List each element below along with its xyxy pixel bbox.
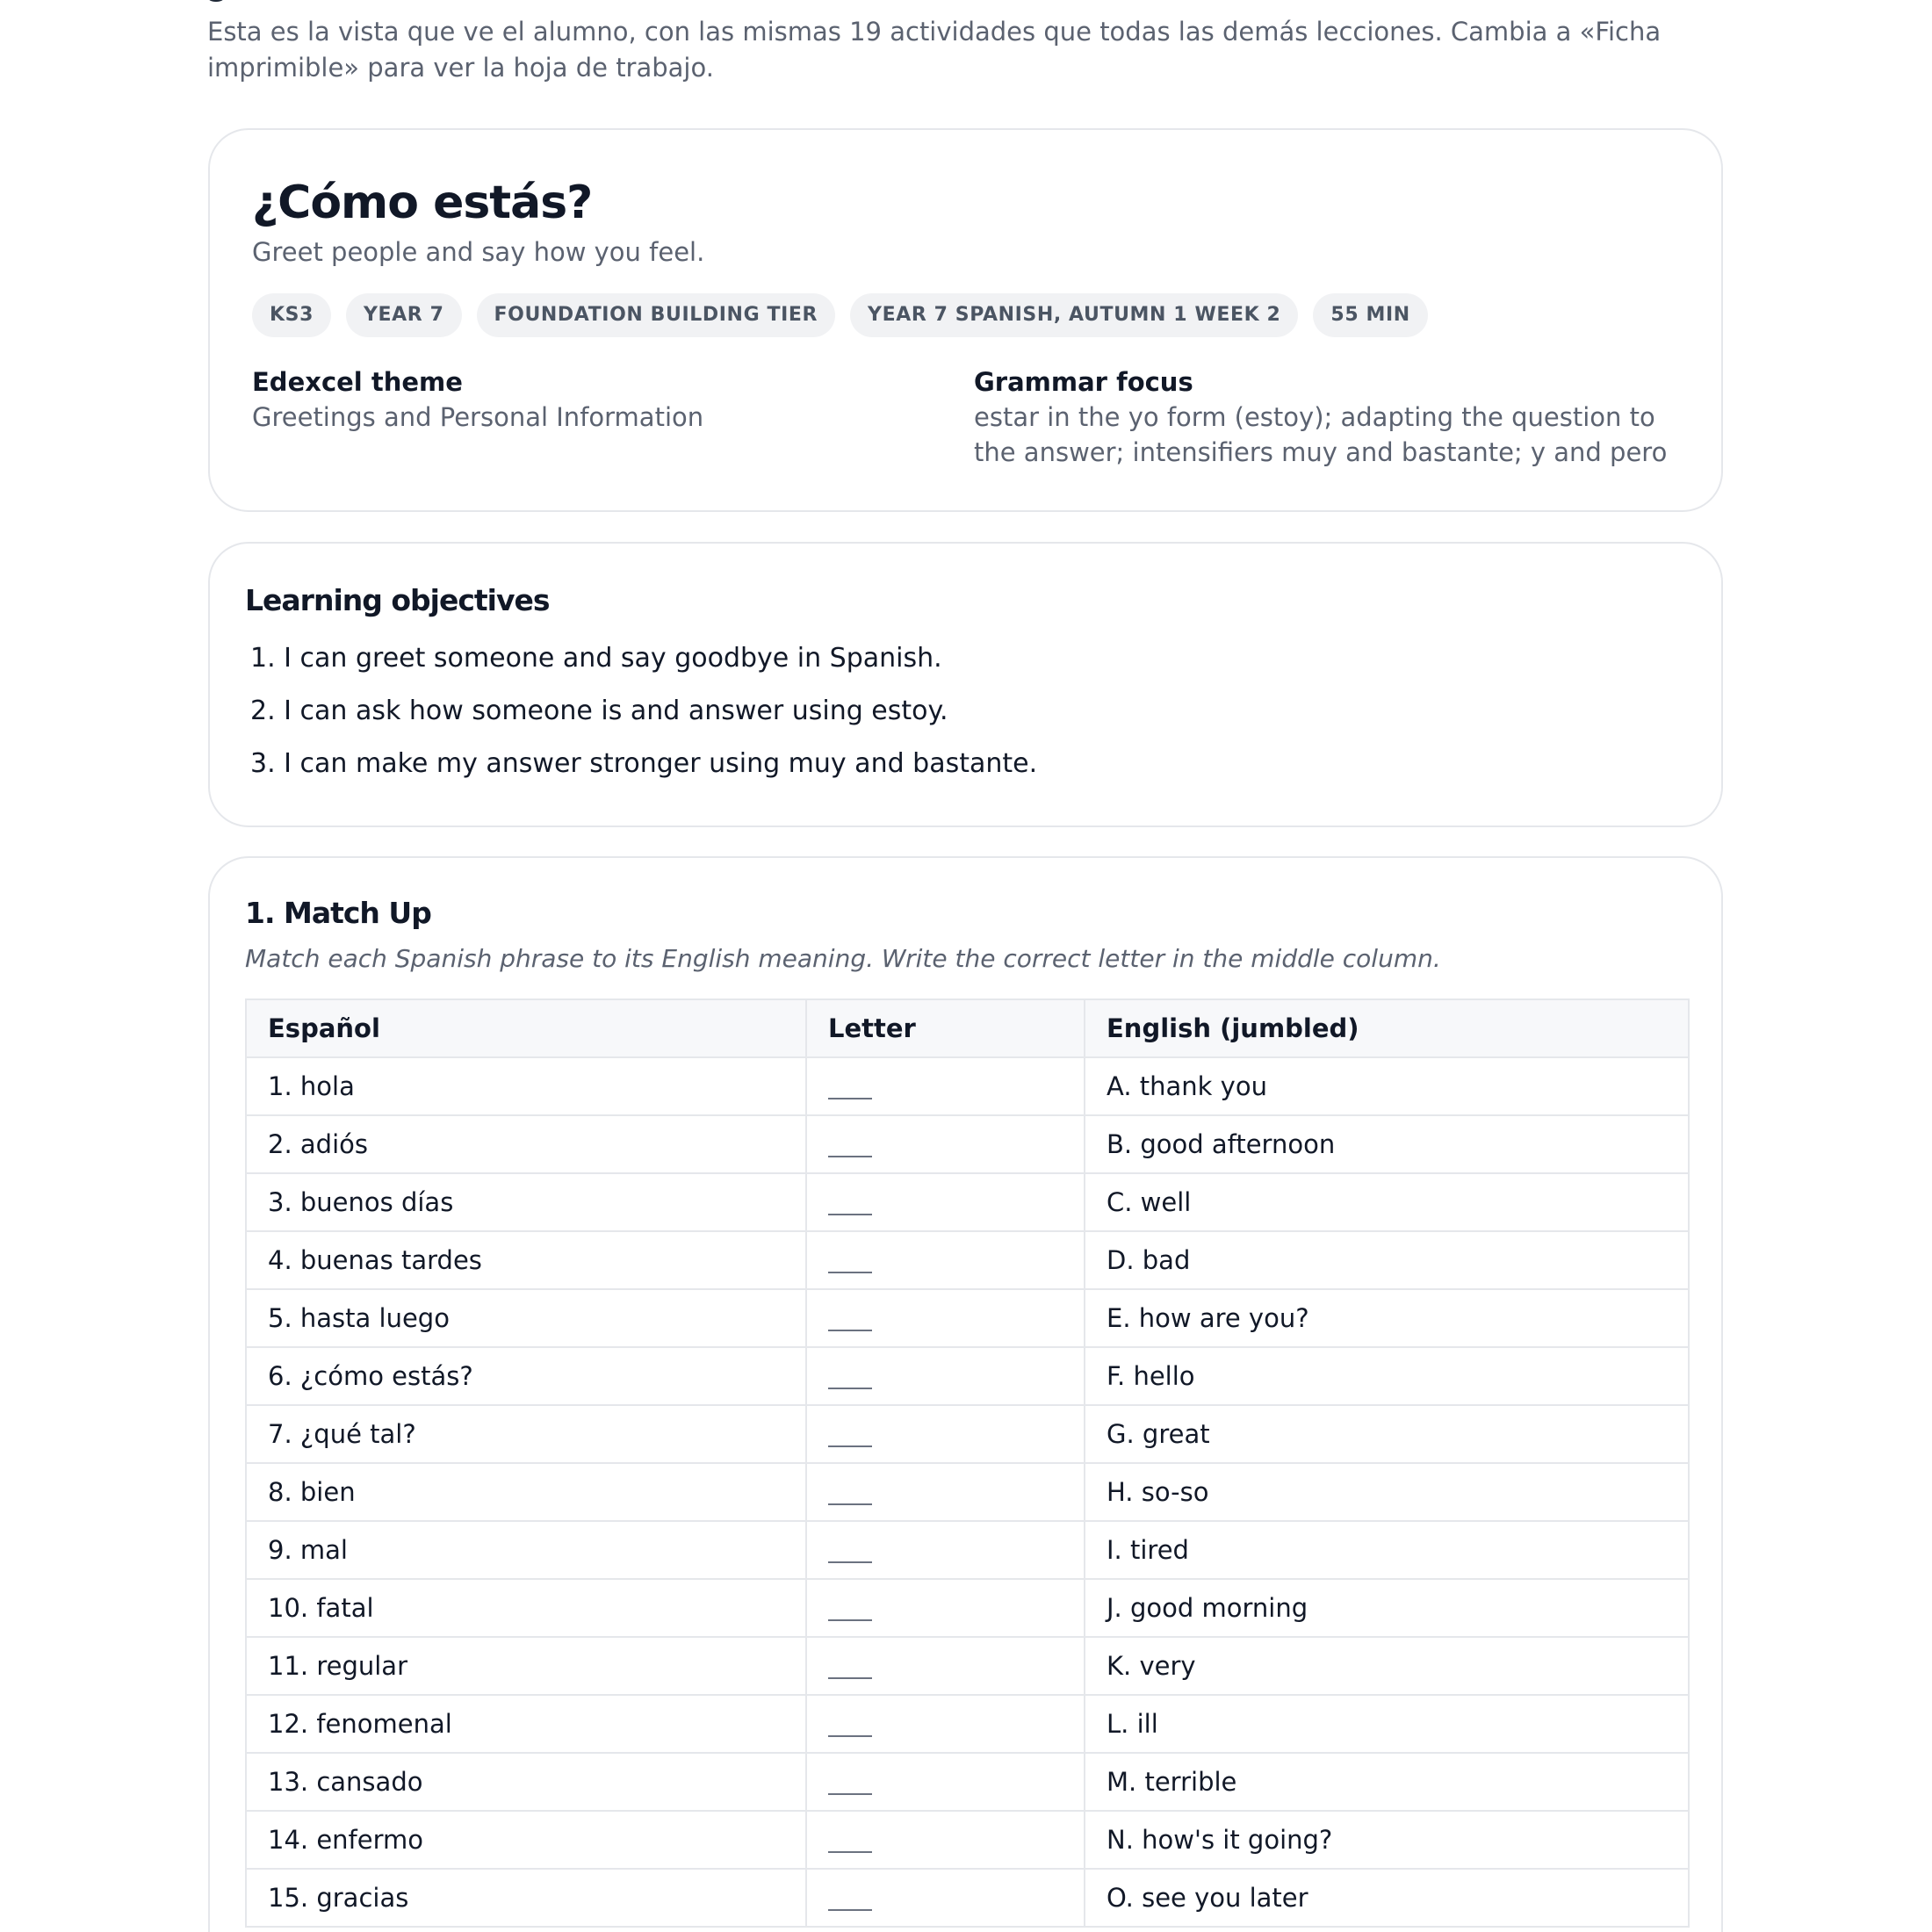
answer-blank[interactable] [828,1663,872,1679]
tag-year: YEAR 7 [346,293,462,337]
answer-blank[interactable] [828,1779,872,1795]
letter-answer-cell[interactable] [806,1869,1085,1927]
match-up-title: 1. Match Up [245,896,431,930]
letter-answer-cell[interactable] [806,1405,1085,1463]
letter-answer-cell[interactable] [806,1811,1085,1869]
letter-answer-cell[interactable] [806,1057,1085,1115]
tag-duration: 55 MIN [1313,293,1427,337]
grammar-focus [974,364,1685,470]
table-row [246,1869,1689,1927]
answer-blank[interactable] [828,1605,872,1621]
english-meaning: N. how's it going? [1085,1811,1689,1869]
table-header-row [246,999,1689,1057]
answer-blank[interactable] [828,1258,872,1273]
letter-answer-cell[interactable] [806,1579,1085,1637]
spanish-phrase: 12. fenomenal [246,1695,806,1753]
header-letter: Letter [806,999,1085,1057]
english-meaning: M. terrible [1085,1753,1689,1811]
table-row [246,1811,1689,1869]
edexcel-theme-label: Edexcel theme [252,367,463,397]
letter-answer-cell[interactable] [806,1289,1085,1347]
spanish-phrase: 11. regular [246,1637,806,1695]
table-row [246,1057,1689,1115]
english-meaning: D. bad [1085,1231,1689,1289]
table-row [246,1463,1689,1521]
answer-blank[interactable] [828,1895,872,1911]
lesson-subtitle: Greet people and say how you feel. [252,237,705,267]
english-meaning: C. well [1085,1173,1689,1231]
spanish-phrase: 5. hasta luego [246,1289,806,1347]
answer-blank[interactable] [828,1316,872,1331]
letter-answer-cell[interactable] [806,1173,1085,1231]
spanish-phrase: 8. bien [246,1463,806,1521]
table-row [246,1231,1689,1289]
tag-tier: FOUNDATION BUILDING TIER [477,293,836,337]
table-row [246,1579,1689,1637]
answer-blank[interactable] [828,1431,872,1447]
table-row [246,1637,1689,1695]
spanish-phrase: 6. ¿cómo estás? [246,1347,806,1405]
table-row [246,1347,1689,1405]
tag-key-stage: KS3 [252,293,331,337]
grammar-focus-label: Grammar focus [974,367,1193,397]
answer-blank[interactable] [828,1489,872,1505]
spanish-phrase: 2. adiós [246,1115,806,1173]
letter-answer-cell[interactable] [806,1347,1085,1405]
answer-blank[interactable] [828,1200,872,1215]
table-row [246,1521,1689,1579]
table-row [246,1405,1689,1463]
match-up-rows [246,1057,1689,1927]
spanish-phrase: 14. enfermo [246,1811,806,1869]
header-english: English (jumbled) [1085,999,1689,1057]
letter-answer-cell[interactable] [806,1115,1085,1173]
english-meaning: I. tired [1085,1521,1689,1579]
english-meaning: H. so-so [1085,1463,1689,1521]
lesson-tags [252,293,1428,337]
learning-objectives-list [250,641,1037,799]
answer-blank[interactable] [828,1084,872,1099]
english-meaning: B. good afternoon [1085,1115,1689,1173]
objective-item: 2. I can ask how someone is and answer using estoy. [250,696,948,726]
spanish-phrase: 1. hola [246,1057,806,1115]
edexcel-theme-value: Greetings and Personal Information [252,402,704,432]
grammar-focus-value: estar in the yo form (estoy); adapting the question to the answer; intensifiers muy and bastante; y and pero [974,402,1668,467]
lesson-title: ¿Cómo estás? [252,177,593,229]
english-meaning: O. see you later [1085,1869,1689,1927]
spanish-phrase: 10. fatal [246,1579,806,1637]
answer-blank[interactable] [828,1142,872,1157]
lesson-header-card [208,128,1723,512]
english-meaning: L. ill [1085,1695,1689,1753]
answer-blank[interactable] [828,1837,872,1853]
spanish-phrase: 15. gracias [246,1869,806,1927]
english-meaning: E. how are you? [1085,1289,1689,1347]
tag-unit: YEAR 7 SPANISH, AUTUMN 1 WEEK 2 [850,293,1298,337]
spanish-phrase: 13. cansado [246,1753,806,1811]
table-row [246,1695,1689,1753]
objective-item: 3. I can make my answer stronger using muy and bastante. [250,748,1038,779]
answer-blank[interactable] [828,1721,872,1737]
answer-blank[interactable] [828,1373,872,1389]
learning-objectives-card [208,542,1723,827]
letter-answer-cell[interactable] [806,1463,1085,1521]
english-meaning: J. good morning [1085,1579,1689,1637]
table-row [246,1289,1689,1347]
letter-answer-cell[interactable] [806,1231,1085,1289]
spanish-phrase: 7. ¿qué tal? [246,1405,806,1463]
heading-fragment [205,0,227,2]
table-row [246,1115,1689,1173]
english-meaning: K. very [1085,1637,1689,1695]
match-up-table [245,998,1690,1928]
letter-answer-cell[interactable] [806,1637,1085,1695]
spanish-phrase: 4. buenas tardes [246,1231,806,1289]
spanish-phrase: 3. buenos días [246,1173,806,1231]
table-row [246,1173,1689,1231]
edexcel-theme [252,364,919,435]
learning-objectives-title: Learning objectives [245,583,550,617]
letter-answer-cell[interactable] [806,1695,1085,1753]
intro-text: Esta es la vista que ve el alumno, con las mismas 19 actividades que todas las demás lecciones. Cambia a «Ficha imprimible» para ver la hoja de trabajo. [207,17,1662,83]
header-espanol: Español [246,999,806,1057]
answer-blank[interactable] [828,1547,872,1563]
objective-item: 1. I can greet someone and say goodbye in Spanish. [250,643,942,674]
letter-answer-cell[interactable] [806,1753,1085,1811]
english-meaning: F. hello [1085,1347,1689,1405]
match-up-activity-card [208,856,1723,1932]
match-up-instructions: Match each Spanish phrase to its English meaning. Write the correct letter in the middle column. [245,944,1441,973]
table-row [246,1753,1689,1811]
spanish-phrase: 9. mal [246,1521,806,1579]
letter-answer-cell[interactable] [806,1521,1085,1579]
english-meaning: G. great [1085,1405,1689,1463]
english-meaning: A. thank you [1085,1057,1689,1115]
